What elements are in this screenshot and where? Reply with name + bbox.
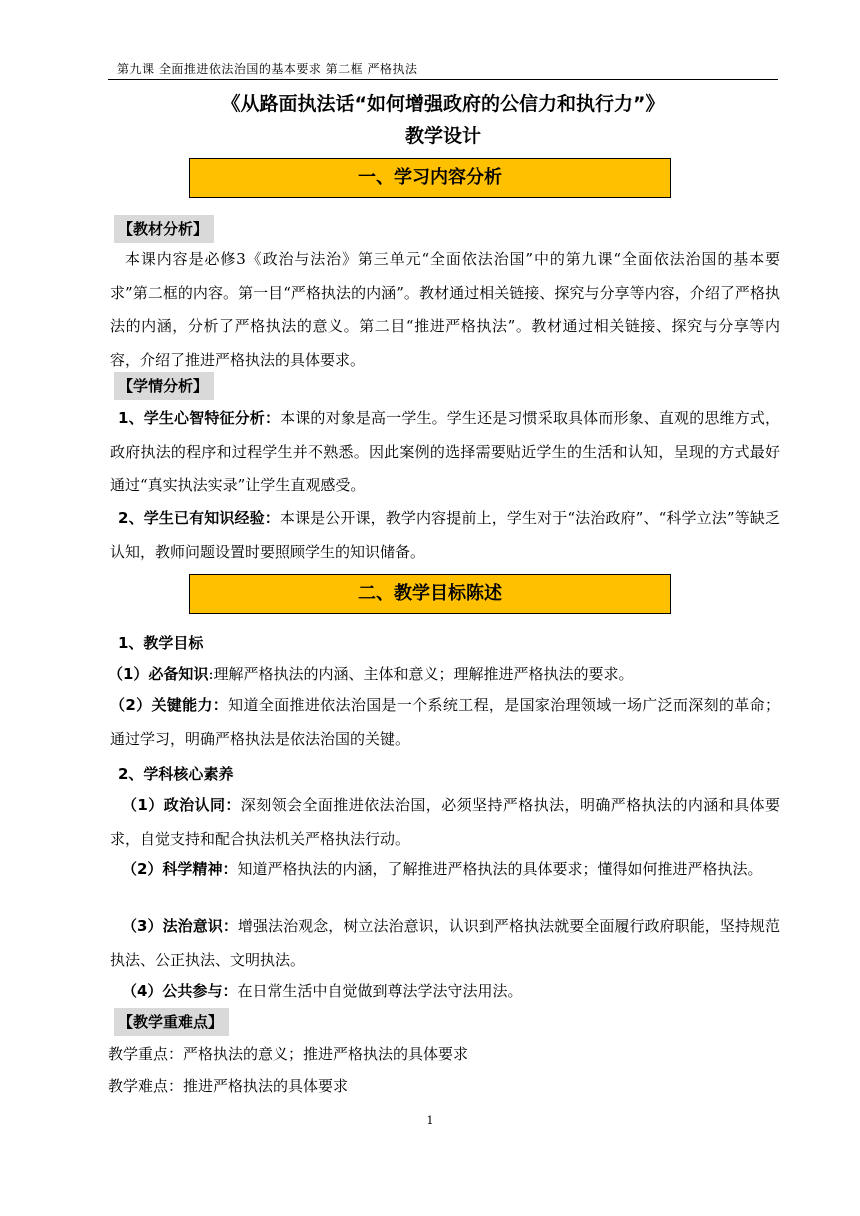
literacy-political-identity	[110, 789, 780, 856]
literacy-political-identity-label: （1）政治认同：	[122, 796, 241, 814]
document-subtitle: 教学设计	[404, 125, 481, 147]
teaching-difficulty: 教学难点：推进严格执法的具体要求	[108, 1077, 349, 1095]
goal-key-ability-text: 知道全面推进依法治国是一个系统工程，是国家治理领域一场广泛而深刻的革命；通过学习，明确严格执法是依法治国的关键。	[110, 696, 780, 748]
teaching-focus: 教学重点：严格执法的意义；推进严格执法的具体要求	[108, 1045, 469, 1063]
literacy-rule-of-law-text: 增强法治观念，树立法治意识，认识到严格执法就要全面履行政府职能，坚持规范执法、公正执法、文明执法。	[110, 917, 780, 969]
literacy-rule-of-law	[110, 910, 780, 977]
section-heading-content-analysis: 一、学习内容分析	[189, 158, 671, 198]
literacy-scientific-spirit-text: 知道严格执法的内涵，了解推进严格执法的具体要求；懂得如何推进严格执法。	[237, 860, 763, 878]
literacy-political-identity-text: 深刻领会全面推进依法治国，必须坚持严格执法，明确严格执法的内涵和具体要求，自觉支持和配合执法机关严格执法行动。	[110, 796, 780, 848]
literacy-scientific-spirit	[110, 853, 780, 887]
tag-student-analysis: 【学情分析】	[114, 372, 214, 400]
section-heading-teaching-goals: 二、教学目标陈述	[189, 574, 671, 614]
goals-heading-2: 2、学科核心素养	[118, 765, 234, 783]
student-analysis-1	[110, 402, 780, 503]
page-number: 1	[426, 1114, 434, 1127]
student-analysis-1-label: 1、学生心智特征分析：	[118, 409, 281, 427]
goal-key-ability	[110, 689, 780, 756]
literacy-rule-of-law-label: （3）法治意识：	[122, 917, 238, 935]
goal-essential-knowledge-text: :理解严格执法的内涵、主体和意义；理解推进严格执法的要求。	[208, 665, 634, 683]
document-title: 《从路面执法话“如何增强政府的公信力和执行力”》	[221, 93, 665, 115]
tag-key-difficult-points: 【教学重难点】	[114, 1008, 229, 1036]
running-header: 第九课 全面推进依法治国的基本要求 第二框 严格执法	[117, 62, 418, 76]
textbook-analysis-paragraph: 本课内容是必修3《政治与法治》第三单元“全面依法治国”中的第九课“全面依法治国的基本要求”第二框的内容。第一目“严格执法的内涵”。教材通过相关链接、探究与分享等内容，介绍了严格执法的内涵，分析了严格执法的意义。第二目“推进严格执法”。教材通过相关链接、探究与分享等内容，介绍了推进严格执法的具体要求。	[110, 250, 780, 369]
goal-essential-knowledge-label: （1）必备知识	[108, 665, 209, 683]
literacy-public-participation-label: （4）公共参与：	[122, 982, 238, 1000]
student-analysis-2	[110, 502, 780, 569]
student-analysis-2-label: 2、学生已有知识经验：	[118, 509, 280, 527]
student-analysis-1-text: 本课的对象是高一学生。学生还是习惯采取具体而形象、直观的思维方式，政府执法的程序和过程学生并不熟悉。因此案例的选择需要贴近学生的生活和认知，呈现的方式最好通过“真实执法实录”让学生直观感受。	[110, 409, 780, 494]
goals-heading-1: 1、教学目标	[118, 634, 204, 652]
literacy-public-participation-text: 在日常生活中自觉做到尊法学法守法用法。	[237, 982, 523, 1000]
literacy-public-participation	[122, 980, 522, 1001]
header-rule	[108, 79, 778, 80]
tag-textbook-analysis: 【教材分析】	[114, 215, 214, 243]
student-analysis-2-text: 本课是公开课，教学内容提前上，学生对于“法治政府”、“科学立法”等缺乏认知，教师问题设置时要照顾学生的知识储备。	[110, 509, 780, 561]
literacy-scientific-spirit-label: （2）科学精神：	[122, 860, 238, 878]
goal-key-ability-label: （2）关键能力：	[110, 696, 229, 714]
goal-essential-knowledge	[108, 663, 634, 684]
